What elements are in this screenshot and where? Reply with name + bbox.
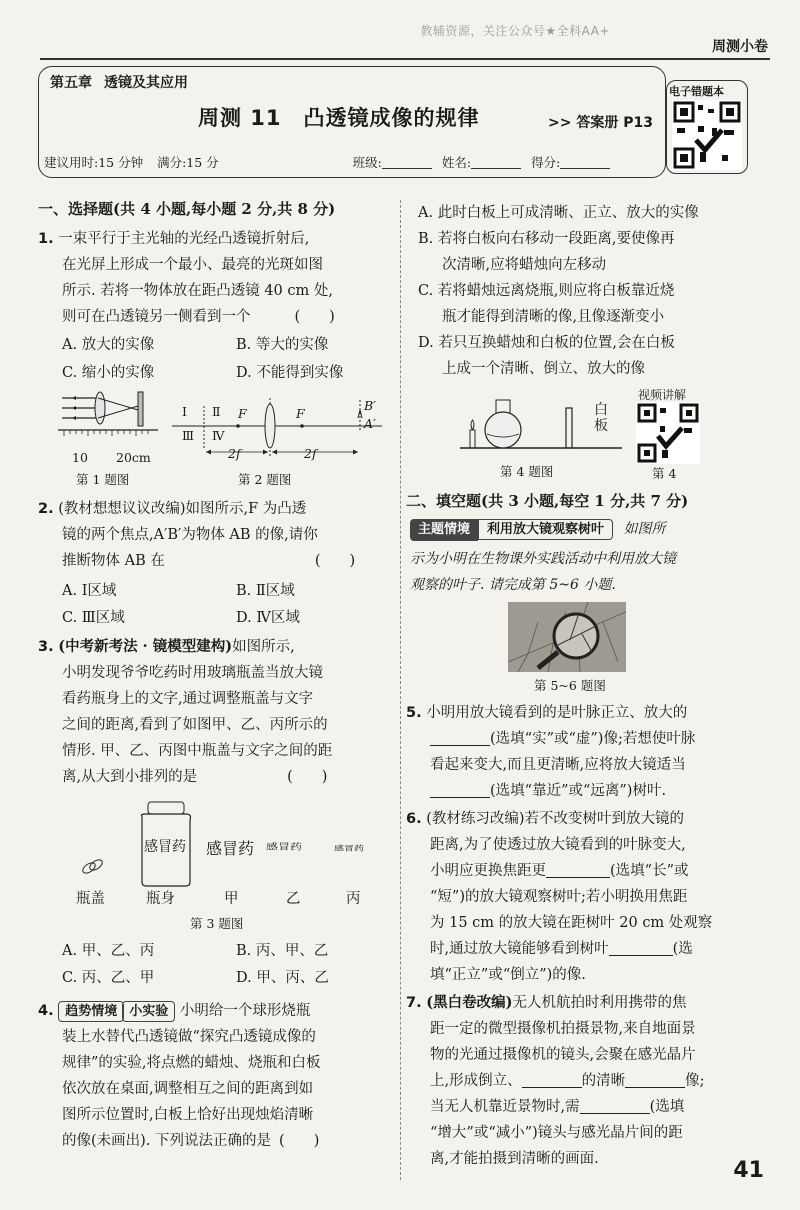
class-label: 班级: (352, 155, 382, 170)
question-4-option-c-line1: C. 若将蜡烛远离烧瓶,则应将白板靠近烧 (418, 283, 675, 299)
question-5-number: 5. (406, 705, 422, 721)
chapter-title: 透镜及其应用 (104, 75, 188, 91)
class-field[interactable] (382, 157, 432, 169)
name-field[interactable] (471, 157, 521, 169)
section-choice-title: 一、选择题(共 4 小题,每小题 2 分,共 8 分) (38, 200, 336, 218)
figure-3-yi-text: 感冒药 (266, 841, 303, 852)
result-label: 得分: (531, 155, 561, 170)
result-field[interactable] (560, 157, 610, 169)
name-label: 姓名: (441, 155, 472, 170)
question-4-tag-trend: 趋势情境 (58, 1001, 124, 1022)
theme-line1: 如图所 (623, 521, 666, 537)
question-2-option-c[interactable]: C. Ⅲ区域 (62, 610, 125, 626)
question-6-line7: 填“正立”或“倒立”)的像. (430, 967, 586, 983)
question-2-option-a[interactable]: A. Ⅰ区域 (62, 583, 117, 599)
figure-3-jia-text: 感冒药 (206, 839, 255, 858)
question-1-option-b[interactable]: B. 等大的实像 (236, 337, 329, 353)
video-label: 视频讲解 (638, 388, 687, 402)
question-4-answer-blank[interactable]: ( ) (279, 1133, 320, 1149)
question-2-option-d[interactable]: D. Ⅳ区域 (236, 610, 300, 626)
question-3-option-c[interactable]: C. 丙、乙、甲 (62, 970, 155, 986)
question-4-option-b[interactable] (418, 226, 788, 252)
question-3-answer-blank[interactable]: ( ) (287, 769, 328, 785)
figure-2-region-3: Ⅲ (182, 428, 195, 443)
figure-2-focus-left: F (238, 406, 247, 421)
question-3-line1: 如图所示, (232, 639, 295, 655)
figure-1-ruler-10: 10 (72, 450, 88, 465)
video-qr-caption: 第 4 (652, 466, 677, 481)
question-3-option-b[interactable]: B. 丙、甲、乙 (236, 943, 329, 959)
question-1-option-a[interactable]: A. 放大的实像 (62, 337, 155, 353)
page-number: 41 (733, 1158, 764, 1183)
question-4-tag-experiment: 小实验 (122, 1001, 175, 1022)
question-5-blank-1[interactable] (430, 732, 490, 746)
question-2-number: 2. (38, 501, 54, 517)
figure-3-label-bing: 丙 (346, 891, 361, 907)
question-4-line6: 的像(未画出). 下列说法正确的是 (62, 1133, 272, 1149)
question-7-line7: 离,才能拍摄到清晰的画面. (430, 1151, 599, 1167)
question-2-line3: 推断物体 AB 在 (62, 553, 165, 569)
theme-line2: 示为小明在生物课外实践活动中利用放大镜 (410, 551, 676, 567)
answer-reference: >> 答案册 P13 (548, 115, 653, 131)
question-7-blank-1[interactable] (522, 1074, 582, 1088)
question-4-option-b-line1: B. 若将白板向右移动一段距离,要使像再 (418, 231, 675, 247)
theme-topic: 利用放大镜观察树叶 (478, 519, 613, 540)
figure-3-label-body: 瓶身 (146, 891, 175, 907)
figure-2-focus-right: F (296, 406, 305, 421)
question-2-answer-blank[interactable]: ( ) (314, 553, 356, 569)
question-4-option-d[interactable] (418, 330, 788, 356)
question-7-line5b: (选填 (649, 1099, 685, 1115)
figure-2-caption: 第 2 题图 (238, 472, 292, 487)
question-7 (406, 990, 790, 1172)
theme-line3: 观察的叶子. 请完成第 5~6 小题. (410, 577, 616, 593)
column-divider (400, 200, 401, 1180)
question-7-line1: 无人机航拍时利用携带的焦 (512, 995, 687, 1011)
question-1-line3: 所示. 若将一物体放在距凸透镜 40 cm 处, (62, 283, 333, 299)
figure-3-label-yi: 乙 (286, 891, 301, 907)
score-label: 满分:15 分 (157, 155, 219, 170)
question-6-line4: “短”)的放大镜观察树叶;若小明换用焦距 (430, 889, 688, 905)
question-7-line3: 物的光通过摄像机的镜头,会聚在感光晶片 (430, 1047, 696, 1063)
question-3-line3: 看药瓶身上的文字,通过调整瓶盖与文字 (62, 691, 314, 707)
question-6-line1: (教材练习改编)若不改变树叶到放大镜的 (426, 811, 685, 827)
question-4-option-b-line2: 次清晰,应将蜡烛向左移动 (442, 257, 607, 273)
figure-2-image-b: B′ (364, 398, 377, 413)
question-7-blank-3[interactable] (580, 1100, 650, 1114)
question-1-option-d[interactable]: D. 不能得到实像 (236, 365, 344, 381)
question-3-line4: 之间的距离,看到了如图甲、乙、丙所示的 (62, 717, 328, 733)
figure-3-caption: 第 3 题图 (190, 916, 244, 931)
question-6-blank-1[interactable] (546, 864, 610, 878)
question-5 (406, 700, 790, 804)
question-6-line3b: (选填“长”或 (610, 863, 689, 879)
question-2-line2: 镜的两个焦点,A′B′为物体 AB 的像,请你 (62, 527, 318, 543)
question-2-line1: (教材想想议议改编)如图所示,F 为凸透 (58, 501, 307, 517)
figure-5-6-leaf-magnifier (508, 602, 626, 672)
theme-header (410, 518, 665, 541)
question-5-blank-2[interactable] (430, 784, 490, 798)
question-6 (406, 806, 790, 988)
question-4 (38, 998, 398, 1154)
figure-5-6-caption: 第 5~6 题图 (534, 678, 606, 693)
question-5-line2: (选填“实”或“虚”)像;若想使叶脉 (490, 731, 696, 747)
question-3-tag: (中考新考法 · 镜模型建构) (58, 638, 233, 655)
question-7-tag: (黑白卷改编) (426, 994, 513, 1011)
meta-row (44, 153, 654, 171)
question-7-line4b: 的清晰 (581, 1073, 626, 1089)
question-3-option-a[interactable]: A. 甲、乙、丙 (62, 943, 155, 959)
question-6-line6b: (选 (672, 941, 693, 957)
question-4-line3: 规律”的实验,将点燃的蜡烛、烧瓶和白板 (62, 1055, 321, 1071)
watermark-text: 教辅资源，关注公众号★全科AA+ (420, 24, 610, 38)
figure-3-bottle-label: 感冒药 (144, 839, 186, 855)
question-5-line4: (选填“靠近”或“远离”)树叶. (490, 783, 667, 799)
time-label: 建议用时:15 分钟 (44, 155, 144, 170)
question-7-line6: “增大”或“减小”)镜头与感光晶片间的距 (430, 1125, 683, 1141)
quiz-title: 周测 11 凸透镜成像的规律 (198, 106, 480, 130)
question-6-line3a: 小明应更换焦距更 (430, 863, 546, 879)
figure-3-label-cap: 瓶盖 (76, 891, 105, 907)
question-7-line2: 距一定的微型摄像机拍摄景物,来自地面景 (430, 1021, 696, 1037)
question-1-option-c[interactable]: C. 缩小的实像 (62, 365, 155, 381)
question-1-answer-blank[interactable]: ( ) (294, 309, 335, 325)
figure-2-region-2: Ⅱ (212, 404, 221, 419)
question-4-option-c-line2: 瓶才能得到清晰的像,且像逐渐变小 (442, 309, 665, 325)
question-1-line4: 则可在凸透镜另一侧看到一个 (62, 309, 251, 325)
question-2-option-b[interactable]: B. Ⅱ区域 (236, 583, 295, 599)
question-4-line4: 依次放在桌面,调整相互之间的距离到如 (62, 1081, 314, 1097)
question-6-line2: 距离,为了使透过放大镜看到的叶脉变大, (430, 837, 686, 853)
figure-2-image-a: A′ (364, 416, 376, 431)
question-4-options (418, 200, 788, 382)
question-4-option-c[interactable] (418, 278, 788, 304)
question-3-line6: 离,从大到小排列的是 (62, 769, 198, 785)
question-5-line1: 小明用放大镜看到的是叶脉正立、放大的 (426, 705, 688, 721)
question-1 (38, 226, 393, 330)
figure-2-region-1: Ⅰ (182, 404, 187, 419)
question-7-number: 7. (406, 995, 422, 1011)
question-3-line2: 小明发现爷爷吃药时用玻璃瓶盖当放大镜 (62, 665, 323, 681)
chapter-number: 第五章 (50, 75, 92, 91)
section-fill-title: 二、填空题(共 3 小题,每空 1 分,共 7 分) (406, 492, 689, 510)
series-label: 周测小卷 (712, 39, 768, 55)
video-qr-code-icon[interactable] (636, 402, 700, 464)
question-3-option-d[interactable]: D. 甲、丙、乙 (236, 970, 329, 986)
qr-code-icon[interactable] (672, 100, 742, 170)
figure-3-label-jia: 甲 (224, 891, 239, 907)
figure-1-caption: 第 1 题图 (76, 472, 130, 487)
question-3 (38, 634, 398, 790)
chapter-heading (50, 72, 200, 92)
question-3-line5: 情形. 甲、乙、丙图中瓶盖与文字之间的距 (62, 743, 333, 759)
question-4-number: 4. (38, 1003, 54, 1019)
question-7-line4a: 上,形成倒立、 (430, 1073, 522, 1089)
question-4-line2: 装上水替代凸透镜做“探究凸透镜成像的 (62, 1029, 316, 1045)
question-1-line1: 一束平行于主光轴的光经凸透镜折射后, (58, 231, 310, 247)
question-6-line5: 为 15 cm 的放大镜在距树叶 20 cm 处观察 (430, 915, 713, 931)
question-6-number: 6. (406, 811, 422, 827)
figure-2-lens-regions (172, 396, 387, 464)
figure-4-caption: 第 4 题图 (500, 464, 554, 479)
question-1-line2: 在光屏上形成一个最小、最亮的光斑如图 (62, 257, 323, 273)
question-4-line5: 图所示位置时,白板上恰好出现烛焰清晰 (62, 1107, 314, 1123)
question-3-number: 3. (38, 639, 54, 655)
question-2 (38, 496, 393, 574)
question-7-line5a: 当无人机靠近景物时,需 (430, 1099, 580, 1115)
question-6-line6a: 时,通过放大镜能够看到树叶 (430, 941, 609, 957)
question-5-line3: 看起来变大,而且更清晰,应将放大镜适当 (430, 757, 686, 773)
figure-3-bing-text: 感冒药 (334, 845, 364, 853)
figure-2-region-4: Ⅳ (212, 428, 225, 443)
question-4-option-d-line1: D. 若只互换蜡烛和白板的位置,会在白板 (418, 335, 675, 351)
question-6-blank-2[interactable] (609, 942, 673, 956)
question-1-number: 1. (38, 231, 54, 247)
qr-label: 电子错题本 (669, 85, 724, 98)
figure-2-distance-left: 2f (228, 446, 241, 461)
top-rule (40, 58, 770, 60)
question-7-line4c: 像; (685, 1073, 705, 1089)
question-4-option-a[interactable]: A. 此时白板上可成清晰、正立、放大的实像 (418, 205, 699, 221)
question-4-line1: 小明给一个球形烧瓶 (179, 1003, 311, 1019)
figure-4-board-label: 白板 (594, 402, 608, 434)
figure-3-cap-icon (80, 856, 106, 876)
figure-1-ruler-20: 20cm (116, 450, 151, 465)
theme-tag: 主题情境 (410, 519, 478, 541)
question-4-option-d-line2: 上成一个清晰、倒立、放大的像 (442, 361, 645, 377)
question-7-blank-2[interactable] (625, 1074, 685, 1088)
figure-2-distance-right: 2f (304, 446, 317, 461)
